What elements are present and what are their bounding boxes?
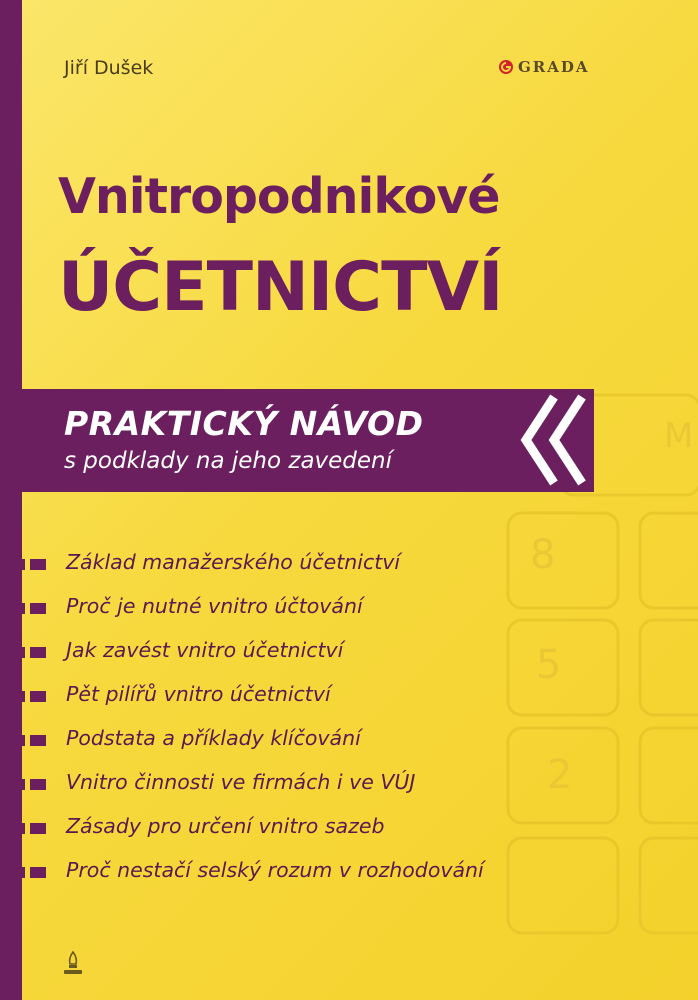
square-bullet-icon <box>22 823 46 834</box>
list-item <box>0 856 698 890</box>
square-bullet-icon <box>22 779 46 790</box>
topic-text: Proč je nutné vnitro účtování <box>66 594 363 618</box>
list-item <box>0 548 698 582</box>
title-line-1: Vnitropodnikové <box>58 168 500 225</box>
topic-text: Základ manažerského účetnictví <box>66 550 401 574</box>
list-item <box>0 636 698 670</box>
author-name: Jiří Dušek <box>64 57 154 79</box>
square-bullet-icon <box>22 559 46 570</box>
square-bullet-icon <box>22 691 46 702</box>
topic-text: Zásady pro určení vnitro sazeb <box>66 814 385 838</box>
double-chevron-left-icon <box>512 393 592 488</box>
topic-text: Pět pilířů vnitro účetnictví <box>66 682 331 706</box>
topic-text: Proč nestačí selský rozum v rozhodování <box>66 858 484 882</box>
left-spine-bar <box>0 0 22 1000</box>
banner-subtitle: s podklady na jeho zavedení <box>64 448 393 474</box>
topic-text: Jak zavést vnitro účetnictví <box>66 638 344 662</box>
square-bullet-icon <box>22 735 46 746</box>
lamp-icon <box>61 950 85 976</box>
square-bullet-icon <box>22 647 46 658</box>
keypad-digit-2: 2 <box>547 752 573 798</box>
keypad-digit-5: 5 <box>536 642 562 688</box>
list-item <box>0 724 698 758</box>
keypad-digit-8: 8 <box>530 532 556 578</box>
publisher-logo <box>498 56 590 78</box>
banner-title: PRAKTICKÝ NÁVOD <box>64 404 424 443</box>
topic-text: Podstata a příklady klíčování <box>66 726 361 750</box>
red-circle-logo-icon <box>498 59 514 75</box>
list-item <box>0 768 698 802</box>
topic-text: Vnitro činnosti ve firmách i ve VÚJ <box>66 770 416 794</box>
square-bullet-icon <box>22 867 46 878</box>
square-bullet-icon <box>22 603 46 614</box>
title-line-2: ÚČETNICTVÍ <box>58 248 503 327</box>
list-item <box>0 812 698 846</box>
list-item <box>0 592 698 626</box>
list-item <box>0 680 698 714</box>
keypad-letter-m: M <box>664 416 694 456</box>
publisher-name: GRADA <box>518 58 590 76</box>
